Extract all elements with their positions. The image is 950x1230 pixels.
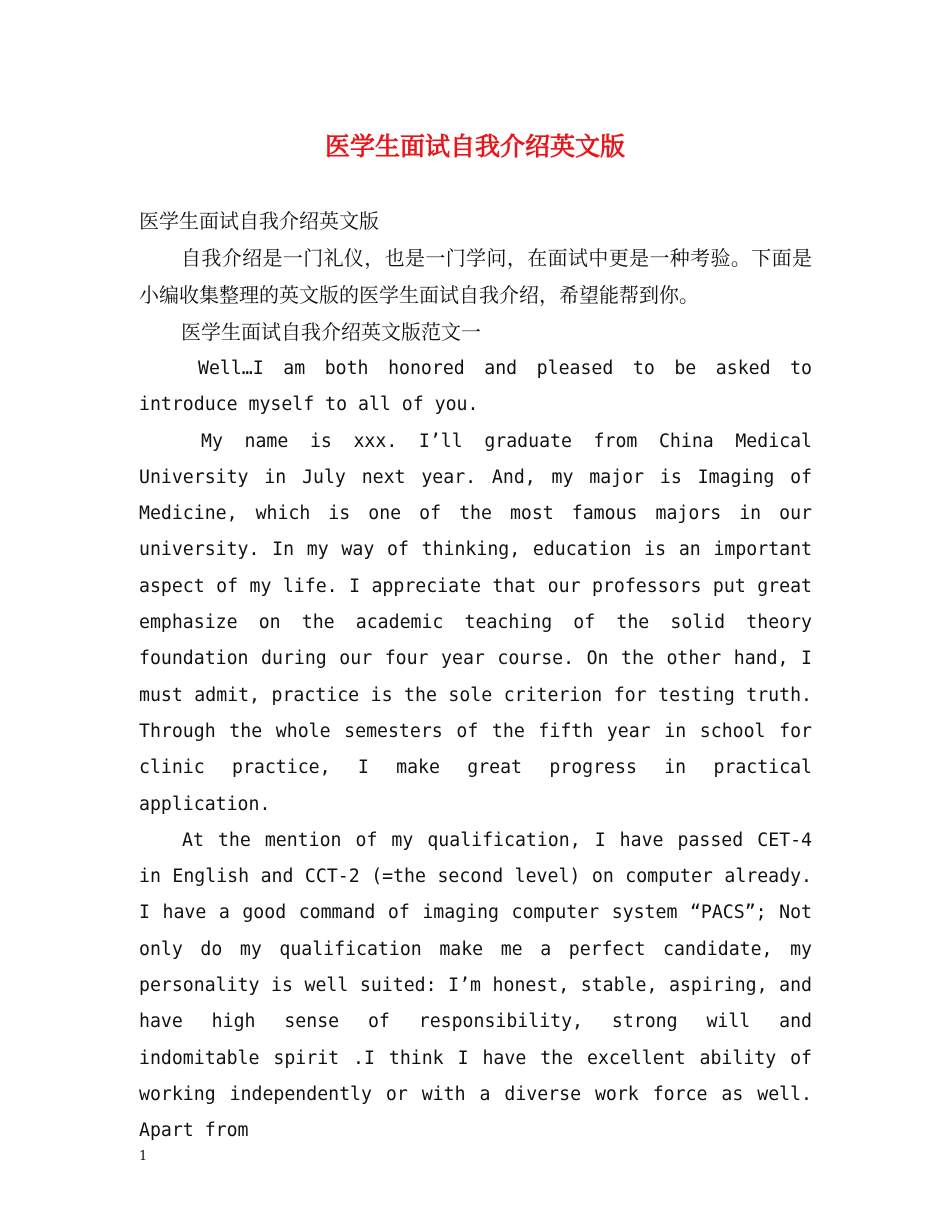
qualification-paragraph: At the mention of my qualification, I have passed CET-4 in English and CCT-2 (=the second level) on computer already. I have a good command of imaging computer system “PACS”; Not only do my qualification make me a perfect candidate, my personality is well suited: I’m honest, stable, aspiring, and have high sense of responsibility, strong will and indomitable spirit .I think I have the excellent ability of working independently or with a diverse work force as well. Apart from [139, 829, 812, 1142]
education-paragraph: My name is xxx. I’ll graduate from China Medical University in July next year. And, my major is Imaging of Medicine, which is one of the most famous majors in our university. In my way of thinking, education is an important aspect of my life. I appreciate that our professors put great emphasize on the academic teaching of the solid theory foundation during our four year course. On the other hand, I must admit, practice is the sole criterion for testing truth. Through the whole semesters of the fifth year in school for clinic practice, I make great progress in practical application. [139, 430, 812, 815]
intro-paragraph: 自我介绍是一门礼仪，也是一门学问，在面试中更是一种考验。下面是小编收集整理的英文版的医学生面试自我介绍，希望能帮到你。 [139, 246, 812, 307]
opening-paragraph: Well…I am both honored and pleased to be asked to introduce myself to all of you. [139, 358, 812, 416]
document-body [139, 203, 812, 1150]
page-number: 1 [139, 1149, 148, 1164]
section-heading: 医学生面试自我介绍英文版 [139, 209, 379, 233]
document-title: 医学生面试自我介绍英文版 [324, 132, 625, 161]
sample-heading: 医学生面试自我介绍英文版范文一 [181, 320, 481, 344]
